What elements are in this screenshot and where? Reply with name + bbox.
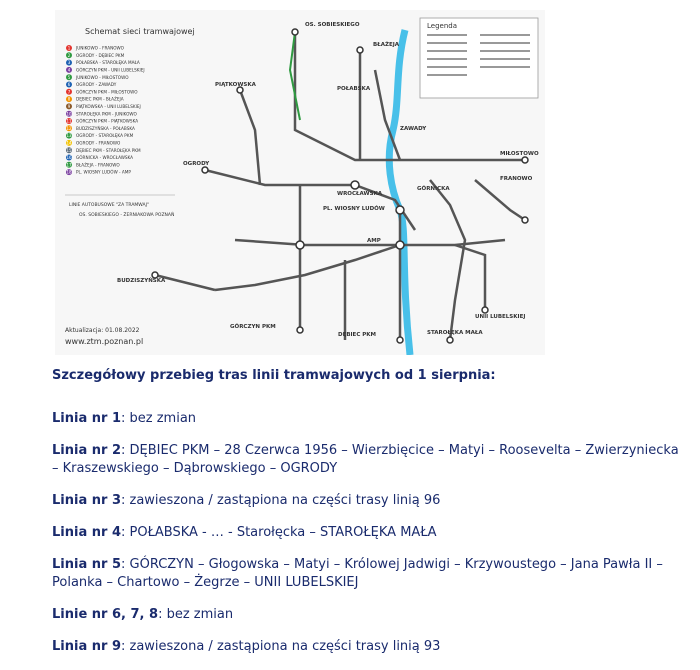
route-number-7: 7	[67, 89, 71, 95]
route-label-1: JUNIKOWO - FRANOWO	[76, 45, 124, 51]
route-line-label: Linie nr 6, 7, 8	[52, 607, 159, 622]
route-number-15: 15	[66, 147, 72, 153]
route-number-16: 16	[66, 155, 72, 161]
route-number-13: 13	[66, 133, 72, 139]
route-number-9: 9	[67, 104, 71, 109]
route-label-17: BŁAŻEJA - FRANOWO	[76, 162, 120, 168]
route-line-item	[52, 556, 682, 592]
map-url: www.ztm.poznan.pl	[65, 337, 144, 346]
route-line-label: Linia nr 5	[52, 557, 121, 572]
route-label-6: OGRODY - ZAWADY	[76, 82, 117, 88]
route-line-label: Linia nr 2	[52, 443, 121, 458]
stop-gorczyn-pkm: GÓRCZYN PKM	[230, 324, 276, 330]
stop-amp: AMP	[367, 238, 381, 244]
route-line-item	[52, 442, 682, 478]
route-number-12: 12	[66, 125, 72, 131]
stop-polabska: POŁABSKA	[337, 86, 371, 92]
route-line-label: Linia nr 9	[52, 639, 121, 654]
stop-debiec-pkm: DĘBIEC PKM	[338, 332, 377, 338]
stop-os-sobieskiego: OS. SOBIESKIEGO	[305, 22, 360, 28]
route-label-7: GÓRCZYN PKM - MIŁOSTOWO	[76, 89, 138, 95]
route-number-18: 18	[66, 169, 72, 175]
stop-zawady: ZAWADY	[400, 126, 427, 132]
route-number-3: 3	[67, 60, 71, 66]
route-line-description: : bez zmian	[158, 607, 234, 622]
route-line-description: : POŁABSKA - … - Starołęcka – STAROŁĘKA MAŁA	[121, 525, 437, 540]
route-label-13: OGRODY - STAROŁĘKA PKM	[76, 133, 134, 139]
route-line-item	[52, 524, 682, 542]
route-line-description: : zawieszona / zastąpiona na części trasy linią 93	[121, 639, 441, 654]
stop-franowo: FRANOWO	[500, 176, 533, 182]
legend-title: Legenda	[427, 22, 458, 30]
route-label-4: GÓRCZYN PKM - UNII LUBELSKIEJ	[76, 67, 145, 73]
route-number-2: 2	[67, 52, 71, 58]
route-label-8: DĘBIEC PKM - BŁAŻEJA	[76, 96, 124, 102]
route-line-description: : DĘBIEC PKM – 28 Czerwca 1956 – Wierzbięcice – Matyi – Roosevelta – Zwierzyniecka – Kraszewskiego – Dąbrowskiego – OGRODY	[52, 443, 679, 476]
route-line-description: : bez zmian	[121, 411, 197, 426]
route-label-15: DĘBIEC PKM - STAROŁĘKA PKM	[76, 147, 141, 153]
stop-budziszynska: BUDZISZYŃSKA	[117, 278, 166, 284]
route-label-11: GÓRCZYN PKM - PIĄTKOWSKA	[76, 118, 139, 124]
bus-legend-title: LINIE AUTOBUSOWE "ZA TRAMWAJ"	[69, 203, 149, 208]
route-number-8: 8	[67, 96, 71, 102]
route-number-1: 1	[67, 45, 71, 51]
stop-wroclawska: WROCŁAWSKA	[337, 191, 383, 197]
route-details-heading: Szczegółowy przebieg tras linii tramwajowych od 1 sierpnia:	[52, 368, 496, 383]
tram-network-map	[55, 10, 545, 355]
route-label-9: PIĄTKOWSKA - UNII LUBELSKIEJ	[76, 104, 141, 109]
route-line-item	[52, 410, 682, 428]
route-number-5: 5	[67, 74, 71, 80]
map-update-date: Aktualizacja: 01.08.2022	[65, 327, 140, 334]
map-title: Schemat sieci tramwajowej	[85, 27, 195, 36]
route-label-14: OGRODY - FRANOWO	[76, 140, 121, 146]
route-number-10: 10	[66, 111, 72, 117]
route-line-item	[52, 606, 682, 624]
route-label-5: JUNIKOWO - MIŁOSTOWO	[76, 74, 129, 80]
route-number-4: 4	[67, 67, 71, 73]
route-line-item	[52, 492, 682, 510]
route-number-6: 6	[67, 82, 71, 88]
route-line-label: Linia nr 4	[52, 525, 121, 540]
route-number-14: 14	[66, 140, 72, 146]
route-label-16: GÓRNICKA - WROCŁAWSKA	[76, 155, 134, 161]
route-line-item	[52, 638, 682, 656]
route-details	[52, 367, 682, 670]
stop-ogrody: OGRODY	[183, 161, 210, 167]
route-label-12: BUDZISZYŃSKA - POŁABSKA	[76, 125, 135, 131]
stop-blazeja: BŁAŻEJA	[373, 42, 400, 48]
stop-staroleka-mala: STAROŁĘKA MAŁA	[427, 330, 483, 336]
stop-pl-wiosny-ludow: PL. WIOSNY LUDÓW	[323, 206, 385, 212]
stop-piatkowska: PIĄTKOWSKA	[215, 82, 256, 88]
bus-legend-line: OS. SOBIESKIEGO - ŻERNIAKOWA POZNAŃ	[79, 213, 175, 218]
route-number-17: 17	[66, 162, 72, 168]
stop-gornicka: GÓRNICKA	[417, 186, 450, 192]
route-label-10: STAROŁĘKA PKM - JUNIKOWO	[76, 111, 137, 117]
route-line-label: Linia nr 3	[52, 493, 121, 508]
route-line-label: Linia nr 1	[52, 411, 121, 426]
route-label-18: PL. WIOSNY LUDÓW - AMP	[76, 169, 131, 175]
route-label-2: OGRODY - DĘBIEC PKM	[76, 52, 125, 58]
route-line-description: : zawieszona / zastąpiona na części trasy linią 96	[121, 493, 441, 508]
stop-unii-lubelskiej: UNII LUBELSKIEJ	[475, 314, 526, 320]
route-number-11: 11	[66, 118, 72, 124]
route-line-description: : GÓRCZYN – Głogowska – Matyi – Królowej Jadwigi – Krzywoustego – Jana Pawła II – Polanka – Chartowo – Żegrze – UNII LUBELSKIEJ	[52, 557, 663, 590]
route-list	[52, 410, 682, 656]
stop-milostowo: MIŁOSTOWO	[500, 151, 539, 157]
route-label-3: POŁABSKA - STAROŁĘKA MAŁA	[76, 60, 140, 66]
